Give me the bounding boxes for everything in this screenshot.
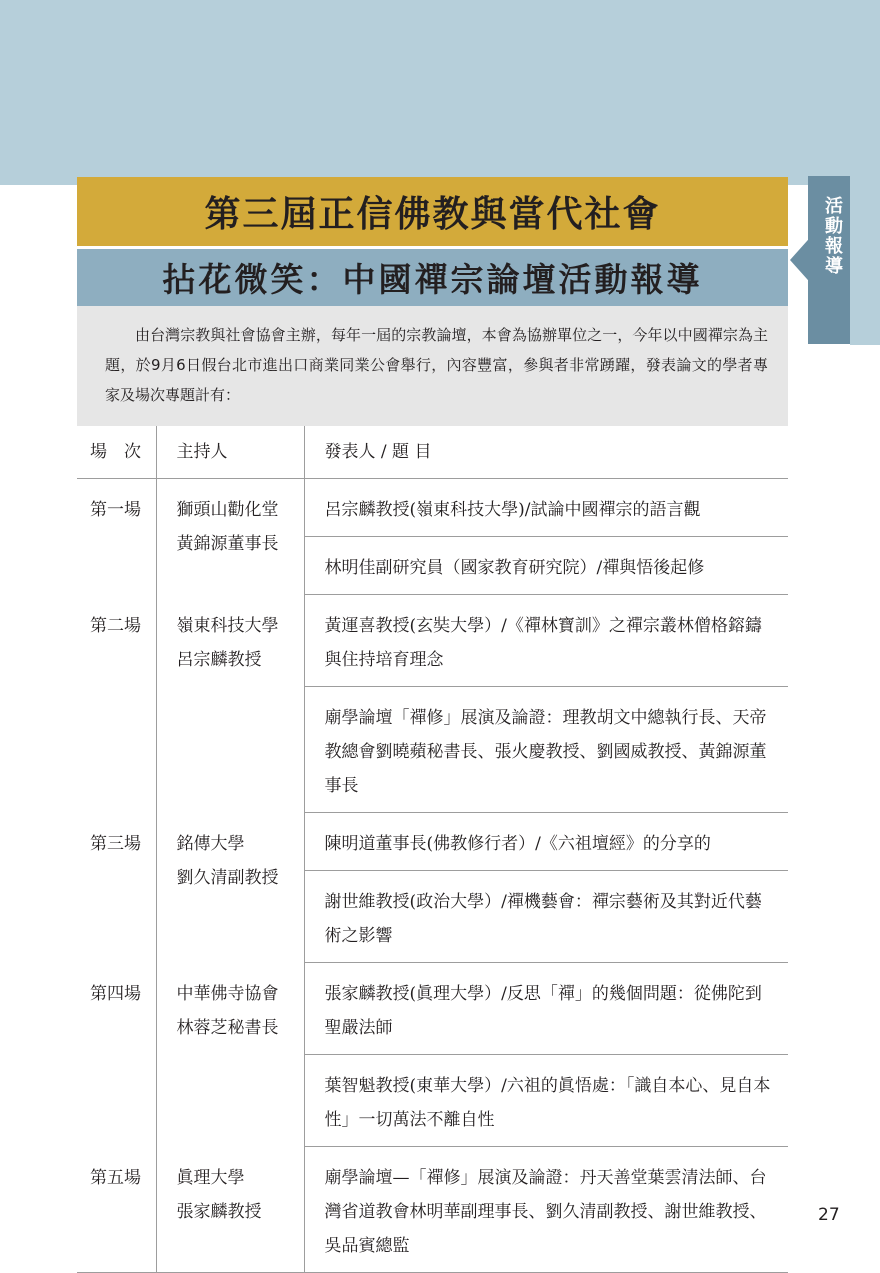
session-cell: 第二場 [77, 595, 156, 813]
presentation-cell: 葉智魁教授(東華大學）/六祖的眞悟處：「識自本心、見自本性」一切萬法不離自性 [304, 1055, 788, 1147]
session-cell: 第一場 [77, 479, 156, 595]
presentation-cell: 廟學論壇—「禪修」展演及論證：丹天善堂葉雲清法師、台灣省道教會林明華副理事長、劉久清副教授、謝世維教授、吳品賓總監 [304, 1147, 788, 1273]
table-row [77, 963, 788, 1055]
host-line: 眞理大學 [176, 1167, 245, 1188]
header-host: 主持人 [156, 426, 304, 479]
header-session: 場 次 [77, 426, 156, 479]
host-line: 呂宗麟教授 [176, 649, 262, 670]
host-line: 銘傳大學 [176, 833, 245, 854]
host-cell [156, 479, 304, 595]
session-table [77, 426, 788, 1273]
session-cell: 第五場 [77, 1147, 156, 1273]
presentation-cell: 呂宗麟教授(嶺東科技大學)/試論中國禪宗的語言觀 [304, 479, 788, 537]
presentation-cell: 謝世維教授(政治大學）/禪機藝會：禪宗藝術及其對近代藝術之影響 [304, 871, 788, 963]
header-presenter: 發表人 / 題 目 [304, 426, 788, 479]
section-tab-label: 活動報導 [822, 196, 843, 276]
presentation-cell: 林明佳副研究員（國家教育研究院）/禪與悟後起修 [304, 537, 788, 595]
table-row [77, 813, 788, 871]
presentation-cell: 廟學論壇「禪修」展演及論證：理教胡文中總執行長、天帝教總會劉曉蘋秘書長、張火慶教授、劉國威教授、黃錦源董事長 [304, 687, 788, 813]
table-row [77, 595, 788, 687]
table-header-row [77, 426, 788, 479]
host-line: 林蓉芝秘書長 [176, 1017, 279, 1038]
host-line: 獅頭山勸化堂 [176, 500, 279, 520]
top-band [0, 0, 880, 185]
host-line: 劉久清副教授 [176, 867, 279, 888]
presentation-cell: 張家麟教授(眞理大學）/反思「禪」的幾個問題：從佛陀到聖嚴法師 [304, 963, 788, 1055]
presentation-cell: 陳明道董事長(佛教修行者）/《六祖壇經》的分享的 [304, 813, 788, 871]
page-number: 27 [818, 1205, 840, 1225]
host-line: 張家麟教授 [176, 1201, 262, 1222]
session-cell: 第三場 [77, 813, 156, 963]
host-line: 中華佛寺協會 [176, 983, 279, 1004]
article-title: 第三屆正信佛教與當代社會 [77, 177, 788, 246]
table-row [77, 1147, 788, 1273]
host-cell [156, 813, 304, 963]
host-line: 嶺東科技大學 [176, 615, 279, 636]
table-row [77, 479, 788, 537]
host-cell [156, 963, 304, 1147]
host-line: 黃錦源董事長 [176, 534, 279, 554]
host-cell [156, 595, 304, 813]
presentation-cell: 黃運喜教授(玄奘大學）/《禪林寶訓》之禪宗叢林僧格鎔鑄與住持培育理念 [304, 595, 788, 687]
intro-paragraph: 由台灣宗教與社會協會主辦，每年一屆的宗教論壇，本會為協辦單位之一，今年以中國禪宗為主題，於9月6日假台北市進出口商業同業公會舉行，內容豐富，參與者非常踴躍，發表論文的學者專家及場次專題計有： [77, 306, 788, 426]
session-cell: 第四場 [77, 963, 156, 1147]
host-cell [156, 1147, 304, 1273]
side-band [850, 185, 880, 345]
article-subtitle: 拈花微笑：中國禪宗論壇活動報導 [77, 249, 788, 306]
